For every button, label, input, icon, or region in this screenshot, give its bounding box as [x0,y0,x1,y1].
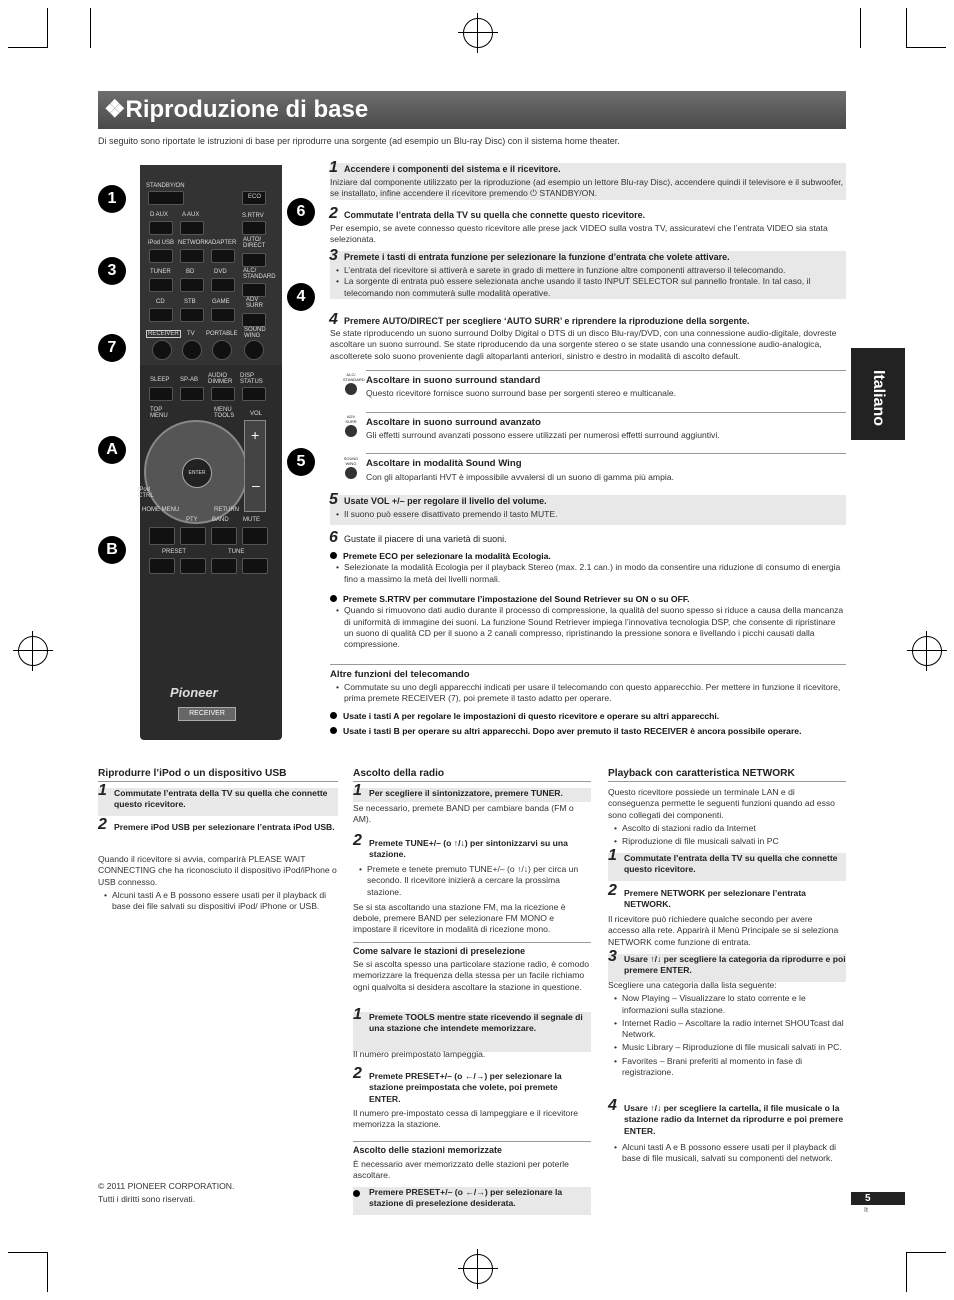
adapter-label: ADAPTER [208,240,237,246]
crop-mark [906,1252,907,1292]
radio-step-3-text: Premete TOOLS mentre state ricevendo il segnale di una stazione che intendete memorizzare. [369,1012,583,1034]
step-number: 1 [329,159,338,176]
step-number: 1 [98,782,107,799]
network-step-3-text: Usare ↑/↓ per scegliere la categoria da riprodurre e poi premere ENTER. [624,954,846,976]
mode-heading: Ascoltare in suono surround standard [366,370,846,386]
adv-label: ADV SURR [246,297,264,309]
network-bullet: • Ascolto di stazioni radio da Internet [608,823,846,834]
tune-label: TUNE [228,549,245,555]
pty-label: PTY [186,517,198,523]
daux-button[interactable] [149,221,173,235]
usb-step-2 [98,816,338,850]
registration-mark [912,636,942,666]
receiver-button[interactable] [152,340,172,360]
mute-button[interactable] [242,527,268,545]
mute-label: MUTE [243,517,260,523]
aaux-button[interactable] [180,221,204,235]
network-step-2-text: Premere NETWORK per selezionare l’entrata NETWORK. [624,888,806,910]
enter-button[interactable]: ENTER [182,458,212,488]
network-body-4 [608,1142,846,1165]
crop-mark [8,47,48,48]
network-heading: Playback con caratteristica NETWORK [608,768,846,782]
vol-label: VOL [250,411,263,417]
play-button[interactable] [211,527,237,545]
bd-label: BD [186,269,195,275]
step-4-text: Se state riproducendo un suono surround Dolby Digital o DTS di un disco Blu-ray/DVD, con una connessione audio-digitale, dovreste ascoltare un suono surround. Se state riproducendo da una sorgente stereo o se state usando una connessione audio-analogica, ascolterete solo suono proveniente dagli altoparlanti anteriori, sinistro e destro in modalità di ascolto default. [330,328,837,361]
step-heading: Usate VOL +/– per regolare il livello del volume. [344,496,547,506]
sleep-label: SLEEP [150,377,170,383]
network-step-3 [608,948,846,982]
daux-label: D AUX [150,212,169,218]
mode-heading: Ascoltare in modalità Sound Wing [366,453,846,469]
standby-button[interactable] [148,191,184,205]
stop-button[interactable] [180,527,206,545]
network-bullet: • Riproduzione di file musicali salvati in PC [608,836,846,847]
network-step-1 [608,847,846,881]
network-bullet: • Alcuni tasti A e B possono essere usati per il playback di base di file musicali, salvati su componenti del network. [608,1142,846,1165]
tv-button[interactable] [182,340,202,360]
step-number: 2 [329,205,338,222]
eco-label: ECO [248,194,262,200]
radio-step-1 [353,782,591,802]
auto-direct-button[interactable] [242,253,266,267]
mode-body: Questo ricevitore fornisce suono surround base per sorgenti stereo e multicanale. [366,388,677,398]
step-5-body [330,509,846,525]
step-number: 1 [353,782,362,799]
callout-6: 6 [287,198,315,226]
pioneer-logo: Pioneer [170,685,218,700]
mode-icon-label: ALC/ STANDARD [343,372,365,382]
memorized-heading: Ascolto delle stazioni memorizzate [353,1141,591,1155]
language-tab: Italiano [851,348,905,440]
network-button[interactable] [180,249,204,263]
aaux-label: A AUX [182,212,200,218]
altre-item-a [330,711,846,722]
srtrv-bullet: • Quando si rimuovono dati audio durante il processo di compressione, la qualità del suono spesso si riduce a causa della mancanza di uniformità di immagine dei suoni. La funzione Sound Retriever impiega l’innovativa tecnologia DSP, che consente di ripristinare un suono di qualità CD per il suono a 2 canali compresso, ripristinando la pressione sonora e livellando i picchi causati dalla compressione. [330,605,846,650]
disp-label: DISP STATUS [240,373,263,385]
spab-label: SP-AB [180,377,199,383]
tv-label: TV [187,331,195,337]
callout-5: 5 [287,448,315,476]
game-label: GAME [212,299,230,305]
ipod-button[interactable] [149,249,173,263]
bullet-icon [330,727,337,734]
step-number: 2 [98,816,107,833]
radio-text-4: Il numero preimpostato lampeggia. [353,1049,486,1059]
step-2-body [330,223,846,246]
copyright-line: © 2011 PIONEER CORPORATION. [98,1181,235,1191]
altre-section [330,682,846,737]
radio-step-5 [353,1187,591,1215]
adapter-button[interactable] [211,249,235,263]
mode-body: Con gli altoparlanti HVT è impossibile avvalersi di un suono di gamma più ampia. [366,472,674,482]
preset-down-button[interactable] [149,558,175,574]
game-button[interactable] [211,308,235,322]
pause-button[interactable] [149,527,175,545]
dimmer-button[interactable] [211,387,235,401]
mode-icon-label: ADV SURR [345,414,357,424]
usb-heading: Riprodurre l’iPod o un dispositivo USB [98,768,338,782]
network-step-4-text: Usare ↑/↓ per scegliere la cartella, il file musicale o la stazione radio da Internet da riprodurre e poi premere ENTER. [624,1103,844,1136]
copyright-line: Tutti i diritti sono riservati. [98,1194,196,1204]
network-step-2 [608,882,846,914]
step-heading: Accendere i componenti del sistema e il ricevitore. [344,164,561,174]
network-text-2: Il ricevitore può richiedere qualche secondo per avere accesso alla rete. Apparirà il Menù Principale se si seleziona NETWORK come funzione di entrata. [608,914,839,947]
altre-item-b-text: Usate i tasti B per operare su altri apparecchi. Dopo aver premuto il tasto RECEIVER è ancora possibile operare. [343,725,802,736]
band-label: BAND [212,517,229,523]
step-4-body [330,328,846,362]
radio-step-2-text: Premete TUNE+/– (o ↑/↓) per sintonizzarvi su una stazione. [369,838,568,860]
step-1-text: Iniziare dal componente utilizzato per la riproduzione (ad esempio un lettore Blu-ray Disc), accendere quindi il televisore e il subwoofer, se installato, infine accendere il ricevitore premendo ⏻ STANDBY/ON. [330,177,844,199]
dvd-label: DVD [214,269,227,275]
network-category: • Music Library – Riproduzione di file musicali salvati in PC. [608,1042,846,1053]
preset-label: PRESET [162,549,187,555]
crop-mark [906,47,946,48]
ipod-ctrl-label: iPod CTRL [138,487,154,499]
srtrv-button[interactable] [242,221,266,235]
network-step-4 [608,1097,846,1141]
cd-button[interactable] [149,308,173,322]
tune-up-button[interactable] [242,558,268,574]
bullet-icon [330,595,337,602]
network-category: • Now Playing – Visualizzare lo stato corrente e le informazioni sulla stazione. [608,993,846,1016]
usb-step-1 [98,782,338,816]
sound-label: SOUND WING [244,327,266,339]
page-lang: It [864,1207,868,1214]
dvd-button[interactable] [211,278,235,292]
cd-label: CD [156,299,165,305]
radio-text-6: È necessario aver memorizzato delle stazioni per poterle ascoltare. [353,1159,569,1181]
network-category: • Internet Radio – Ascoltare la radio internet SHOUTcast dal Network. [608,1018,846,1041]
radio-text-1: Se necessario, premete BAND per cambiare banda (FM o AM). [353,803,574,825]
receiver-bottom-label: RECEIVER [178,707,236,721]
dimmer-label: AUDIO DIMMER [208,373,233,385]
step-3-bullet: • L’entrata del ricevitore si attiverà e sarete in grado di mettere in funzione altre componenti attraverso il telecomando. [330,265,846,276]
network-category: • Favorites – Brani preferiti al momento in fase di registrazione. [608,1056,846,1079]
registration-mark [463,18,493,48]
callout-4: 4 [287,283,315,311]
volume-up-icon: + [251,427,260,443]
step-number: 2 [353,1065,362,1082]
crop-mark [47,8,48,48]
step-heading: Gustate il piacere di una varietà di suoni. [344,534,507,544]
disp-button[interactable] [242,387,266,401]
step-4 [329,311,846,329]
tune-down-button[interactable] [211,558,237,574]
step-number: 6 [329,529,338,546]
mode-body: Gli effetti surround avanzati possono essere utilizzati per numerosi effetti surround aggiuntivi. [366,430,720,440]
bullet-icon [330,712,337,719]
mode-heading: Ascoltare in suono surround avanzato [366,412,846,428]
network-body-3 [608,980,846,1078]
bullet-icon [353,1190,360,1197]
mode-icon-label: SOUND WING [343,456,359,466]
bd-button[interactable] [180,278,204,292]
ipod-label: iPod USB [148,240,175,246]
auto-direct-label: AUTO/ DIRECT [243,237,266,249]
callout-7: 7 [98,334,126,362]
step-heading: Premete i tasti di entrata funzione per selezionare la funzione d’entrata che volete attivare. [344,252,730,262]
crop-mark [860,8,861,48]
radio-step-1-text: Per scegliere il sintonizzatore, premere TUNER. [369,788,563,798]
page-title: ❖Riproduzione di base [104,96,369,123]
step-heading: Premere AUTO/DIRECT per scegliere ‘AUTO SURR’ e riprendere la riproduzione della sorgente. [344,316,750,326]
step-5-bullet: • Il suono può essere disattivato premendo il tasto MUTE. [330,509,846,520]
eco-section [330,551,846,585]
altre-heading: Altre funzioni del telecomando [330,664,846,680]
step-number: 3 [608,948,617,965]
copyright [98,1180,234,1206]
preset-heading: Come salvare le stazioni di preselezione [353,942,591,956]
top-menu-label: TOP MENU [150,407,168,419]
radio-step-3 [353,1006,591,1052]
step-1-body [330,177,846,200]
step-1 [329,159,846,177]
registration-mark [18,636,48,666]
srtrv-heading-text: Premete S.RTRV per commutare l’impostazione del Sound Retriever su ON o su OFF. [343,594,690,604]
radio-body-2 [353,864,591,936]
alc-standard-icon [343,372,365,395]
usb-step-1-text: Commutate l’entrata della TV su quella che connette questo ricevitore. [114,788,328,810]
altre-item-a-text: Usate i tasti A per regolare le impostazioni di questo ricevitore e operare su altri apparecchi. [343,710,720,721]
portable-button[interactable] [212,340,232,360]
network-text: Scegliere una categoria dalla lista seguente: [608,980,777,990]
radio-step-5-text: Premere PRESET+/– (o ←/→) per selezionare la stazione di preselezione desiderata. [369,1187,563,1209]
eco-bullet: • Selezionate la modalità Ecologia per il playback Stereo (max. 2.1 can.) in modo da consentire una riduzione di consumo di energia fino a massimo la metà dei livelli normali. [330,562,846,585]
network-body-1 [608,787,846,847]
volume-rocker[interactable] [244,420,266,512]
sound-wing-button[interactable] [244,340,264,360]
step-heading: Commutate l’entrata della TV su quella che connette questo ricevitore. [344,210,646,220]
srtrv-heading [330,594,846,605]
page-number: 5 [851,1192,905,1205]
step-6 [329,529,846,547]
step-number: 2 [608,882,617,899]
usb-bullet: • Alcuni tasti A e B possono essere usati per il playback di base dei file salvati su dispositivi iPod/ iPhone or USB. [98,890,338,913]
step-number: 4 [329,311,338,328]
stb-button[interactable] [180,308,204,322]
eco-heading [330,551,846,562]
srtrv-section [330,594,846,650]
step-number: 1 [353,1006,362,1023]
adv-surr-icon [343,414,359,437]
bullet-icon [330,552,337,559]
eco-heading-text: Premete ECO per selezionare la modalità Ecologia. [343,551,551,561]
intro-text: Di seguito sono riportate le istruzioni di base per riprodurre una sorgente (ad esempio un Blu-ray Disc) con il sistema home theater. [98,136,620,146]
crop-mark [8,1252,48,1253]
step-3 [329,247,846,265]
callout-b: B [98,536,126,564]
step-5 [329,491,846,509]
preset-up-button[interactable] [180,558,206,574]
portable-label: PORTABLE [206,331,238,337]
step-2 [329,205,846,223]
adv-button[interactable] [242,313,266,327]
step-number: 5 [329,491,338,508]
callout-a: A [98,436,126,464]
step-number: 1 [608,847,617,864]
step-2-text: Per esempio, se avete connesso questo ricevitore alle prese jack VIDEO sulla vostra TV, assicuratevi che l’entrata VIDEO sia stata selezionata. [330,223,828,245]
stb-label: STB [184,299,196,305]
sleep-button[interactable] [149,387,173,401]
radio-text-2: Se si sta ascoltando una stazione FM, ma la ricezione è debole, premere BAND per selezionare FM MONO e impostare il ricevitore in modalità di ricezione mono. [353,901,566,935]
menu-label: MENU TOOLS [214,407,235,419]
radio-step-2 [353,832,591,866]
radio-text-3: Se si ascolta spesso una particolare stazione radio, è comodo memorizzare la frequenza della stessa per un facile richiamo ogni qualvolta si desidera ascoltare la stazione in questione. [353,959,589,992]
step-3-body [330,265,846,299]
radio-step-4-text: Premete PRESET+/– (o ←/→) per selezionare la stazione preimpostata che volete, poi premete ENTER. [369,1071,562,1104]
crop-mark [90,8,91,48]
usb-step-2-text: Premere iPod USB per selezionare l’entrata iPod USB. [114,822,335,832]
radio-text-5: Il numero pre-impostato cessa di lampeggiare e il ricevitore memorizza la stazione. [353,1108,578,1130]
title-bar [98,91,846,129]
usb-body [98,854,338,912]
step-3-bullet: • La sorgente di entrata può essere selezionata anche usando il tasto INPUT SELECTOR sul pannello frontale. In tal caso, il telecomando non commuterà sulle modalità operative. [330,276,846,299]
registration-mark [463,1254,493,1284]
network-step-1-text: Commutate l’entrata della TV su quella che connette questo ricevitore. [624,853,838,875]
crop-mark [906,1252,946,1253]
volume-down-icon: – [252,477,260,493]
callout-3: 3 [98,257,126,285]
step-number: 3 [329,247,338,264]
step-number: 4 [608,1097,617,1114]
crop-mark [906,8,907,48]
altre-bullet: • Commutate su uno degli apparecchi indicati per usare il telecomando con questo apparecchio. Per mettere in funzione il ricevitore, prima premete RECEIVER (7), poi premete il tasto adatto per operare. [330,682,846,705]
altre-item-b [330,726,846,737]
crop-mark [47,1252,48,1292]
tuner-button[interactable] [149,278,173,292]
alc-label: ALC/ STANDARD [243,268,276,280]
srtrv-label: S.RTRV [242,213,264,219]
tuner-label: TUNER [150,269,171,275]
standby-label: STANDBY/ON [146,183,185,189]
sound-wing-icon [343,456,359,479]
home-menu-label: HOME MENU [142,507,180,513]
spab-button[interactable] [180,387,204,401]
radio-bullet: • Premete e tenete premuto TUNE+/– (o ↑/↓) per circa un secondo. Il ricevitore inizierà a cercare la prossima stazione. [353,864,591,898]
network-text: Questo ricevitore possiede un terminale LAN e di conseguenza permette le seguenti funzioni quando ad esso sono collegati dei componenti. [608,787,835,820]
radio-heading: Ascolto della radio [353,768,591,782]
remote-control [140,165,282,740]
step-number: 2 [353,832,362,849]
alc-button[interactable] [242,283,266,297]
return-label: RETURN [214,507,239,513]
usb-text: Quando il ricevitore si avvia, comparirà PLEASE WAIT CONNECTING che ha riconosciuto il dispositivo iPod/iPhone o USB connesso. [98,854,337,887]
radio-step-4 [353,1065,591,1107]
receiver-label: RECEIVER [148,331,179,337]
network-label: NETWORK [178,240,209,246]
callout-1: 1 [98,185,126,213]
